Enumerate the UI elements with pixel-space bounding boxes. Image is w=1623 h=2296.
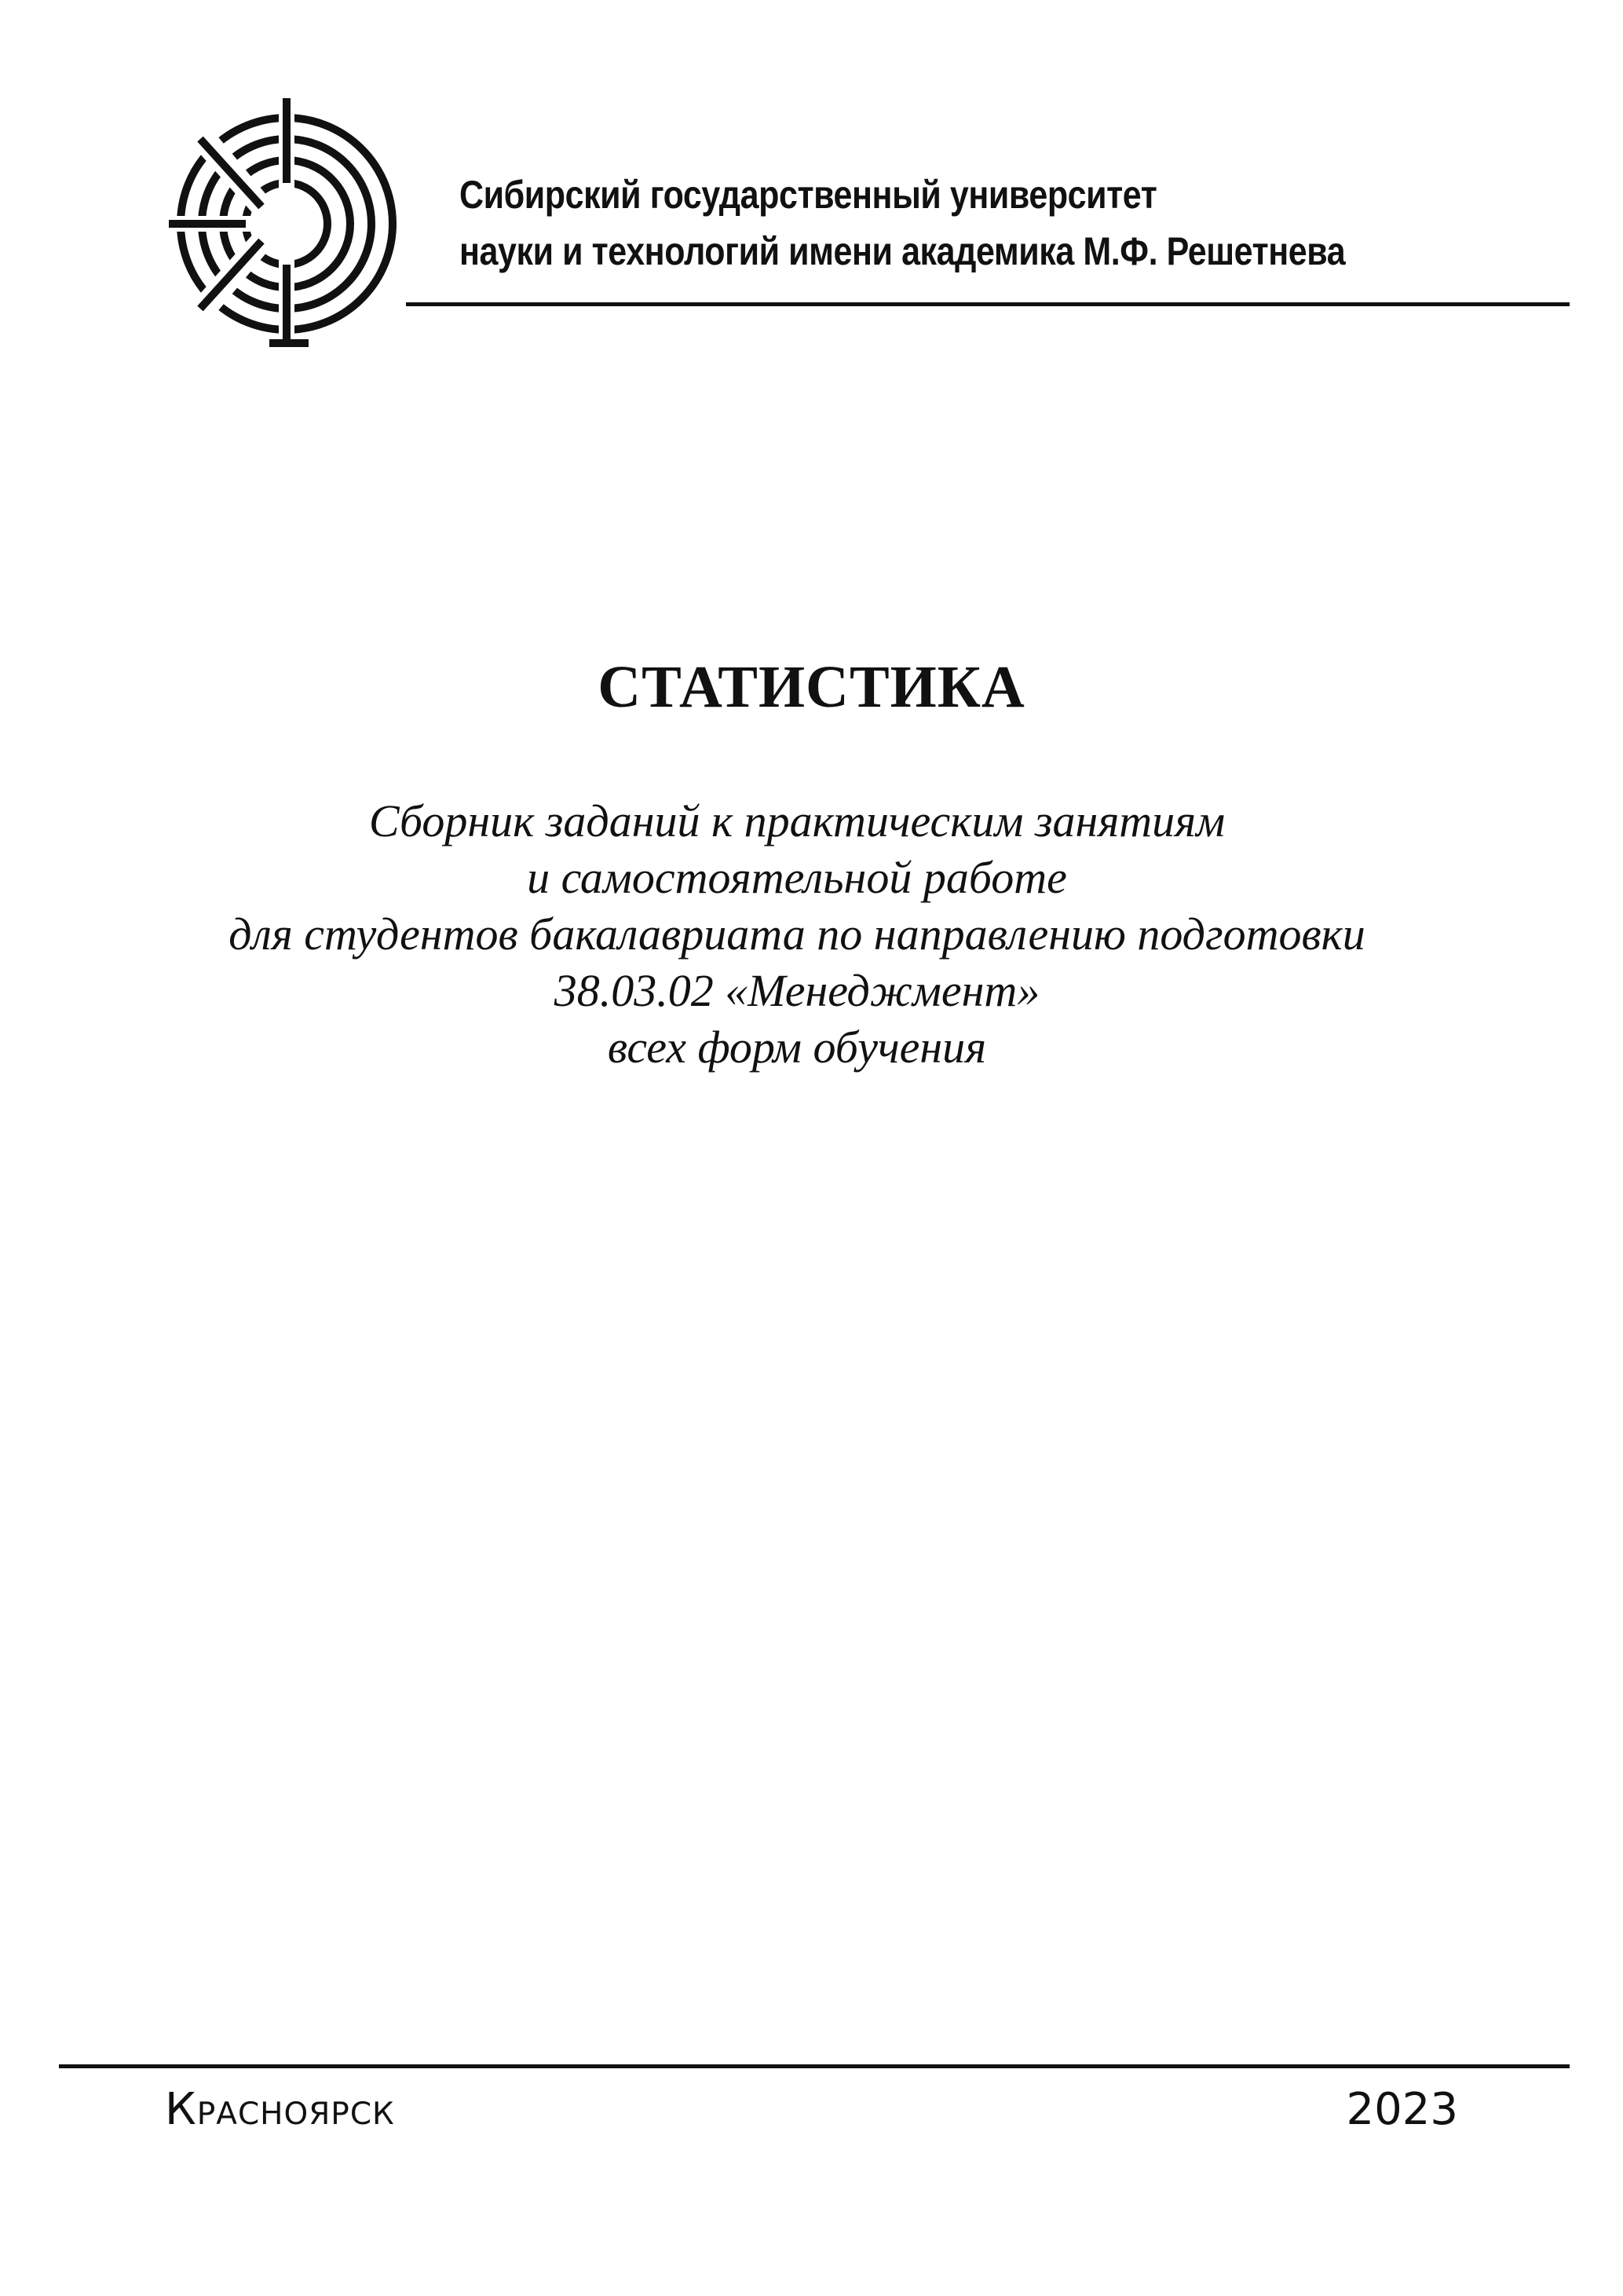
university-name (459, 166, 1345, 280)
footer-year: 2023 (1346, 2084, 1458, 2135)
subtitle-line-2: и самостоятельной работе (527, 852, 1067, 903)
document-title: СТАТИСТИКА (598, 654, 1025, 720)
subtitle-line-4: 38.03.02 «Менеджмент» (554, 965, 1040, 1016)
subtitle-line-3: для студентов бакалавриата по направлению подготовки (228, 909, 1365, 960)
university-name-line-2: науки и технологий имени академика М.Ф. Решетнева (459, 229, 1346, 273)
document-subtitle (0, 793, 1594, 1076)
footer-city: Красноярск (165, 2084, 395, 2135)
subtitle-line-5: всех форм обучения (607, 1022, 987, 1073)
header-divider (406, 302, 1570, 306)
university-emblem-icon (169, 98, 404, 349)
university-name-line-1: Сибирский государственный университет (459, 173, 1157, 217)
footer-divider (59, 2064, 1570, 2068)
subtitle-line-1: Сборник заданий к практическим занятиям (368, 795, 1226, 846)
